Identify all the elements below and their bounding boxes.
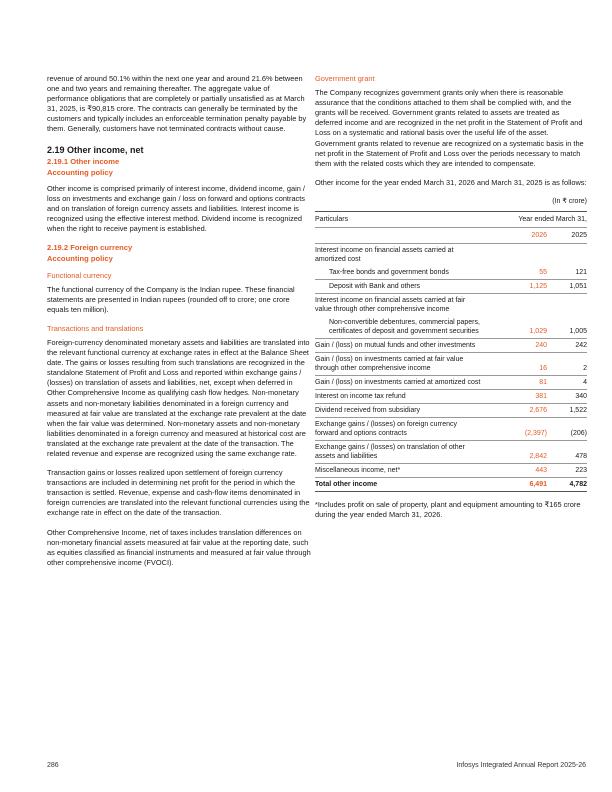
value-2026: 6,491 [501, 478, 547, 492]
row-label: Interest on income tax refund [315, 390, 501, 404]
row-label: Exchange gains / (losses) on translation of other assets and liabilities [315, 441, 501, 464]
subsection-heading-other-income: 2.19.1 Other income [47, 156, 120, 166]
value-2025: 242 [547, 339, 587, 353]
table-row [315, 404, 587, 418]
table-footnote: *Includes profit on sale of property, plant and equipment amounting to ₹165 crore during the year ended March 31, 2026. [315, 500, 581, 520]
value-2026: 381 [501, 390, 547, 404]
page-number: 286 [47, 762, 59, 769]
table-row [315, 464, 587, 478]
value-2026: (2,397) [501, 418, 547, 441]
paragraph-table-intro: Other income for the year ended March 31, 2026 and March 31, 2025 is as follows: [315, 177, 587, 187]
table-row [315, 294, 587, 317]
value-2025: 1,005 [569, 328, 587, 336]
row-label: Non-convertible debentures, commercial papers, certificates of deposit and government securities [329, 319, 480, 336]
table-row [315, 244, 587, 267]
row-label: Tax-free bonds and government bonds [329, 269, 449, 277]
value-2025: 121 [575, 269, 587, 277]
paragraph-performance-obligations: revenue of around 50.1% within the next one year and around 21.6% between one and two years and remaining thereafter. The aggregate value of performance obligations that are completely or partially unsatisfied as at March 31, 2025, is ₹90,815 crore. The contracts can generally be terminated by the customers and typically includes an enforceable termination penalty payable by them. Generally, customers have not terminated contracts without cause. [47, 74, 307, 134]
row-label: Deposit with Bank and others [315, 280, 501, 294]
value-2026 [501, 244, 547, 267]
table-row [315, 390, 587, 404]
value-2025: 478 [547, 441, 587, 464]
value-2026: 443 [501, 464, 547, 478]
paragraph-functional-currency: The functional currency of the Company is the Indian rupee. These financial statements are presented in Indian rupees (rounded off to crore; one crore equals ten million). [47, 284, 295, 314]
table-row [315, 441, 587, 464]
table-row [315, 316, 587, 339]
value-2025: 4 [547, 376, 587, 390]
paragraph-other-comprehensive-income: Other Comprehensive Income, net of taxes includes translation differences on non-monetary financial assets measured at fair value at the reporting date, such as equities classified as financial instruments and measured at fair value through other comprehensive income (FVOCI). [47, 527, 311, 567]
subsection-heading-foreign-currency: 2.19.2 Foreign currency [47, 243, 133, 253]
table-row [315, 353, 587, 376]
row-label: Total other income [315, 478, 501, 492]
row-label: Gain / (loss) on investments carried at fair value through other comprehensive income [315, 353, 501, 376]
value-2025: 1,051 [547, 280, 587, 294]
table-header-row [315, 212, 587, 228]
table-row [315, 280, 587, 294]
section-heading-other-income: 2.19 Other income, net [47, 144, 144, 155]
value-2025 [547, 294, 587, 317]
value-2025: (206) [547, 418, 587, 441]
row-label: Interest income on financial assets carried at amortized cost [315, 247, 454, 264]
value-2026: 55 [539, 269, 547, 277]
table-row [315, 266, 587, 280]
value-2026: 240 [501, 339, 547, 353]
row-label: Gain / (loss) on mutual funds and other investments [315, 339, 501, 353]
table-row [315, 339, 587, 353]
value-2026: 1,125 [501, 280, 547, 294]
value-2025: 340 [547, 390, 587, 404]
paragraph-government-grant: The Company recognizes government grants only when there is reasonable assurance that the conditions attached to them shall be complied with, and the grants will be received. Government grants related to assets are treated as deferred income and are recognized in the net profit in the Statement of Profit and Loss on a systematic and rational basis over the useful life of the asset. Government grants related to revenue are recognized on a systematic basis in the net profit in the Statement of Profit and Loss over the periods necessary to match them with the related costs which they are intended to compensate. [315, 88, 584, 168]
column-header-2025: 2025 [547, 228, 587, 244]
table-row [315, 418, 587, 441]
row-label: Interest income on financial assets carried at fair value through other comprehensive income [315, 294, 501, 317]
heading-government-grant: Government grant [315, 74, 375, 83]
value-2026: 81 [501, 376, 547, 390]
table-year-row [315, 228, 587, 244]
left-column [47, 74, 311, 577]
table-row [315, 376, 587, 390]
row-label: Exchange gains / (losses) on foreign currency forward and options contracts [315, 418, 501, 441]
other-income-table [315, 211, 587, 492]
table-unit-label: (In ₹ crore) [552, 197, 587, 205]
value-2025: 2 [547, 353, 587, 376]
column-header-particulars: Particulars [315, 212, 501, 228]
paragraph-transaction-gains: Transaction gains or losses realized upon settlement of foreign currency transactions are included in determining net profit for the period in which the transaction is settled. Revenue, expense and cash-flow items denominated in foreign currencies are translated into the relevant functional currencies using the exchange rate in effect on the date of the transaction. [47, 468, 310, 518]
paragraph-other-income-policy: Other income is comprised primarily of interest income, dividend income, gain / loss on investments and exchange gain / loss on forward and options contracts and on translation of foreign currency assets and liabilities. Interest income is recognized using the effective interest method. Dividend income is recognized when the right to receive payment is established. [47, 183, 306, 234]
value-2026: 1,029 [529, 328, 547, 336]
heading-transactions-translations: Transactions and translations [47, 323, 144, 333]
value-2025: 223 [547, 464, 587, 478]
value-2025: 4,782 [547, 478, 587, 492]
heading-accounting-policy-1: Accounting policy [47, 167, 113, 177]
row-label: Gain / (loss) on investments carried at amortized cost [315, 376, 501, 390]
right-column [315, 74, 587, 520]
value-2026: 2,676 [501, 404, 547, 418]
value-2025: 1,522 [547, 404, 587, 418]
row-label: Dividend received from subsidiary [315, 404, 501, 418]
value-2025 [547, 244, 587, 267]
value-2026: 16 [501, 353, 547, 376]
report-title: Infosys Integrated Annual Report 2025-26 [456, 762, 586, 769]
value-2026 [501, 294, 547, 317]
value-2026: 2,842 [501, 441, 547, 464]
column-header-2026: 2026 [501, 228, 547, 244]
paragraph-translation-rules: Foreign-currency denominated monetary assets and liabilities are translated into the relevant functional currency at exchange rates in effect at the Balance Sheet date. The gains or losses resulting from such translations are recognized in the standalone Statement of Profit and Loss and reported within exchange gains / (losses) on translation of assets and liabilities, net, except when deferred in Other Comprehensive Income as qualifying cash flow hedges. Non-monetary assets and non-monetary liabilities denominated in a foreign currency and measured at fair value are translated at the exchange rate prevalent at the date when the fair value was determined. Non-monetary assets and non-monetary liabilities denominated in a foreign currency and measured at historical cost are translated at the exchange rate prevalent at the date of the transaction. The related revenue and expense are recognized using the same exchange rate. [47, 337, 310, 458]
heading-accounting-policy-2: Accounting policy [47, 254, 113, 264]
row-label: Miscellaneous income, net* [315, 464, 501, 478]
heading-functional-currency: Functional currency [47, 270, 112, 280]
table-row [315, 478, 587, 492]
table-body [315, 244, 587, 492]
column-header-period: Year ended March 31, [501, 212, 587, 228]
